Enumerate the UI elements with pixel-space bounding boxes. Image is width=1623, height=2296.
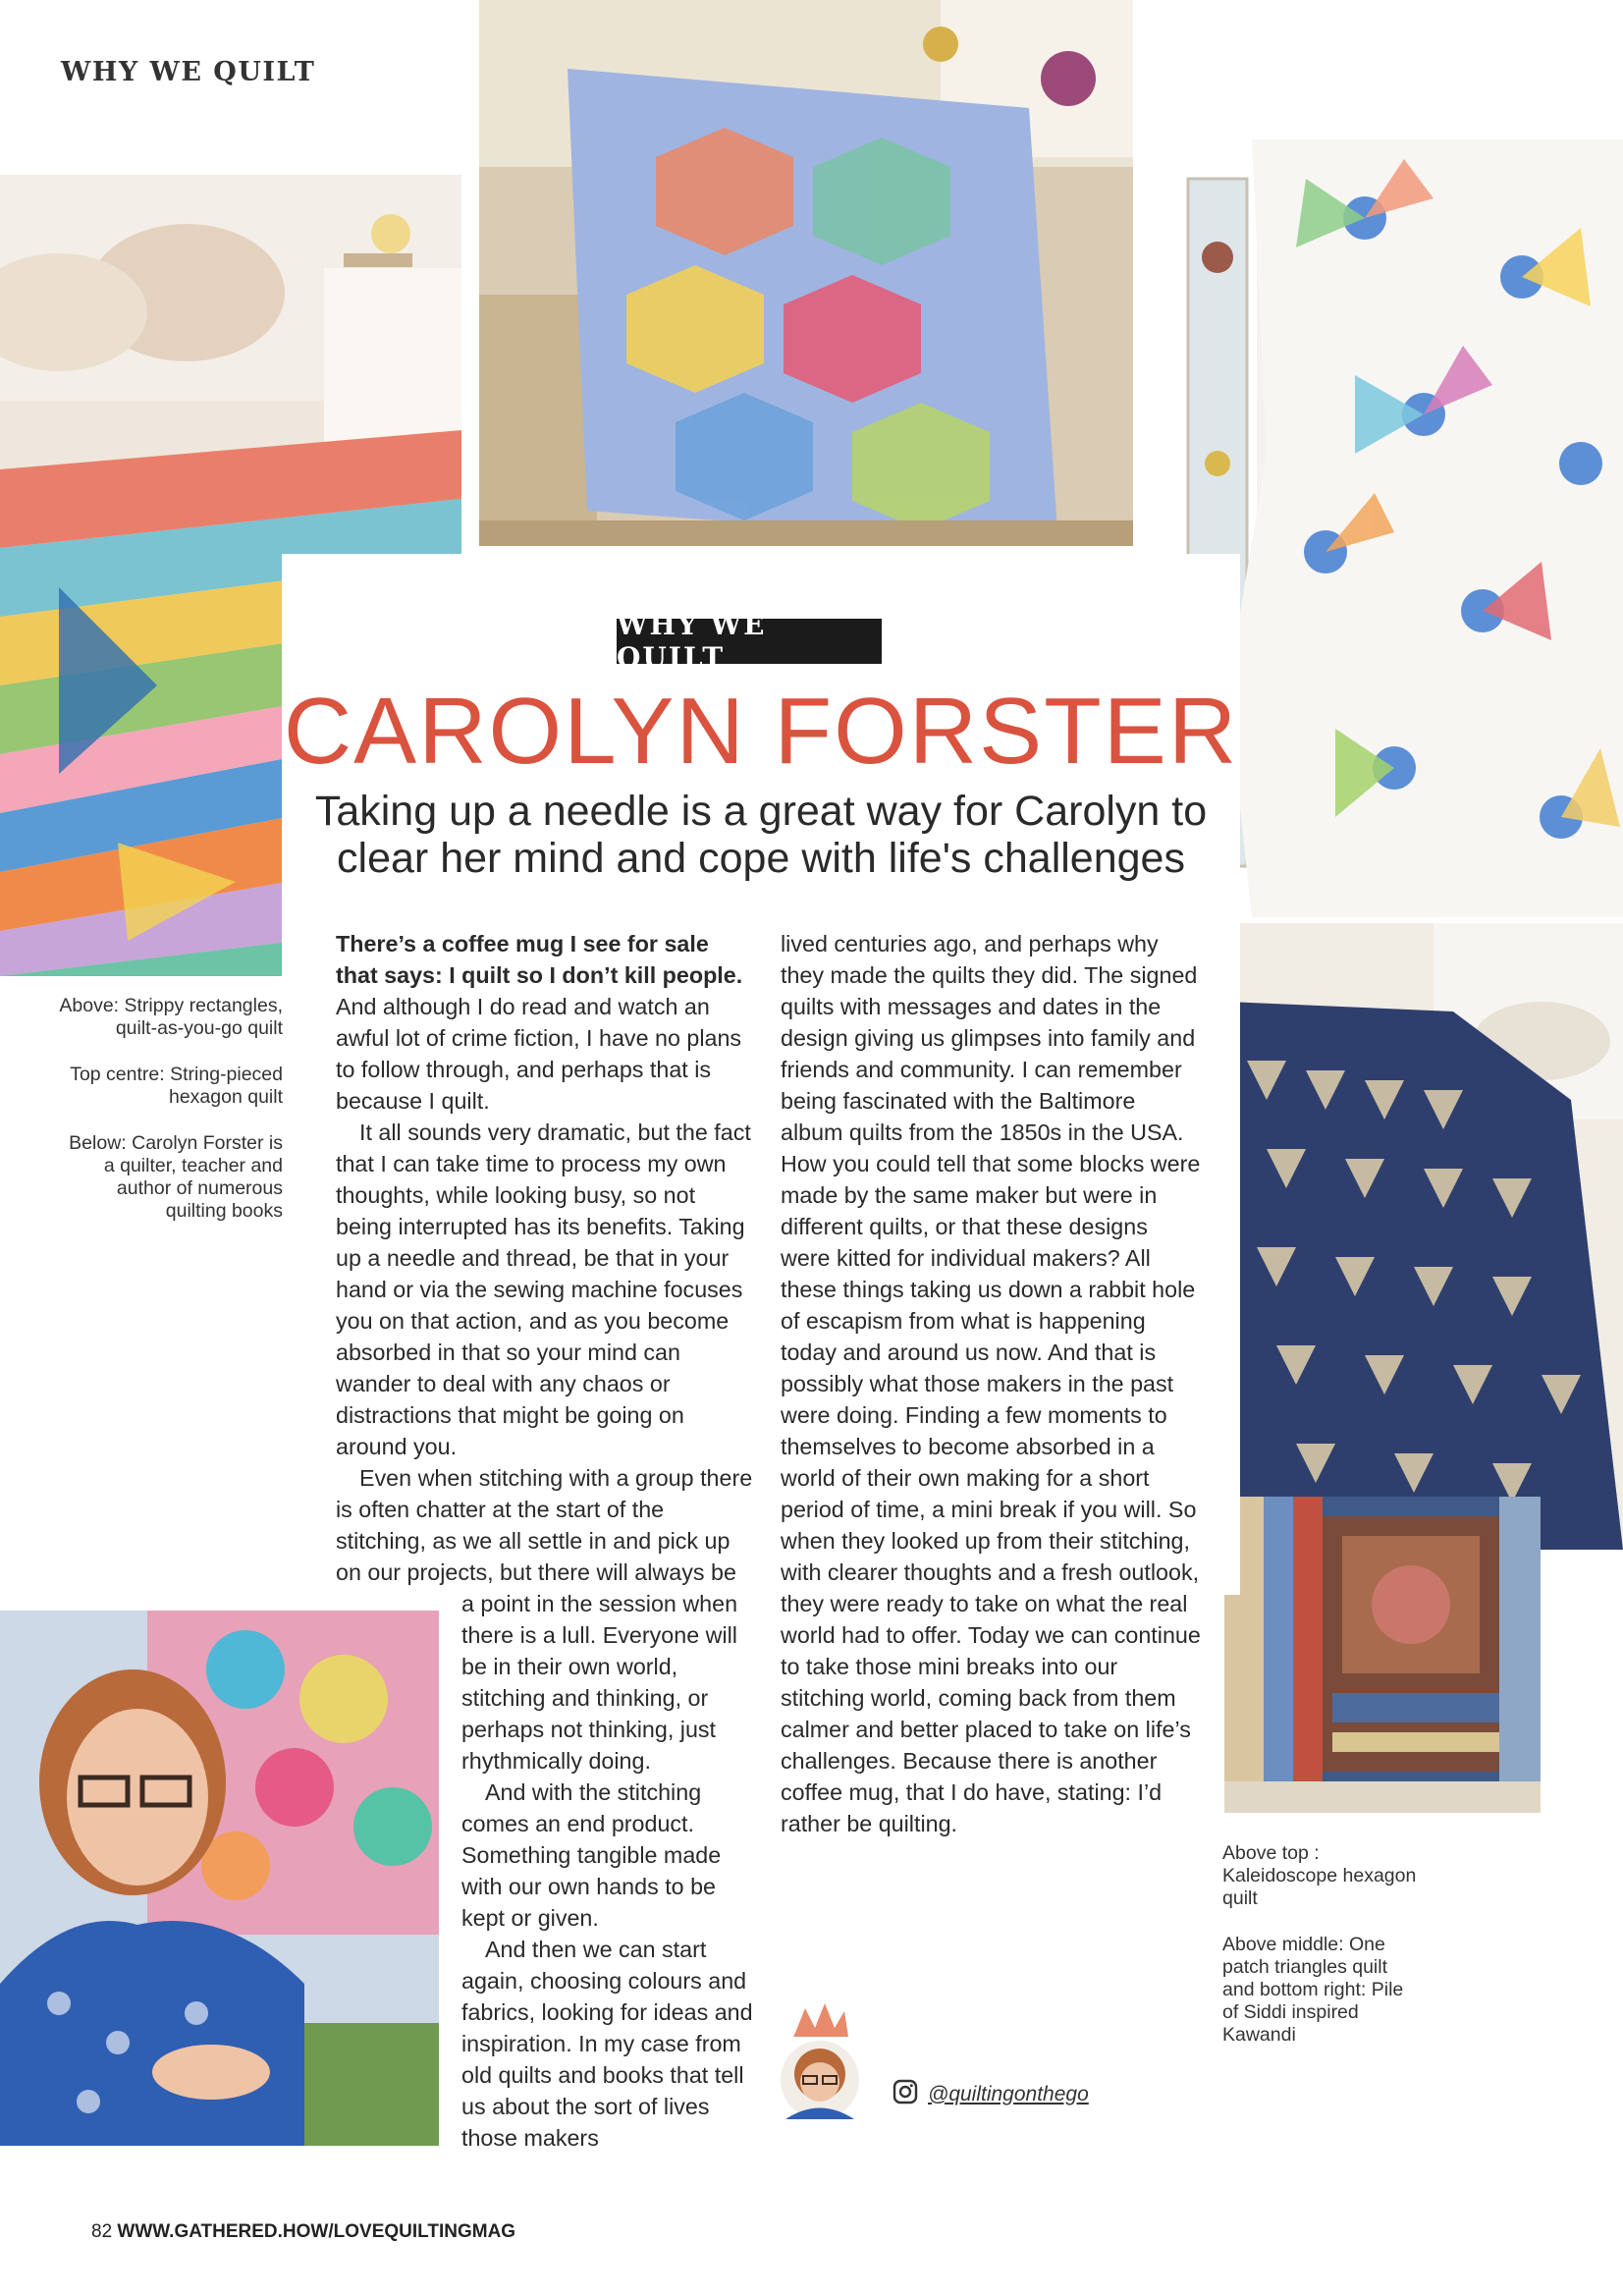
- captions-left: [59, 995, 283, 1246]
- photo-hexagon-quilt: [479, 0, 1133, 546]
- feature-badge: WHY WE QUILT: [617, 619, 882, 664]
- subtitle-line-1: Taking up a needle is a great way for Carolyn to: [314, 788, 1208, 835]
- page-number: 82: [91, 2221, 113, 2242]
- paragraph: [336, 928, 753, 1117]
- caption: Above: Strippy rectangles, quilt-as-you-go quilt: [59, 995, 283, 1039]
- photo-kawandi-quilts: [1224, 1497, 1541, 1813]
- article-column-1-continued: [461, 1588, 756, 2154]
- section-label: WHY WE QUILT: [61, 57, 316, 87]
- paragraph: Even when stitching with a group there is often chatter at the start of the stitching, as we all settle in and pick up on our projects, but there will always be: [336, 1465, 753, 1585]
- lead-sentence: There’s a coffee mug I see for sale that says: I quilt so I don’t kill people.: [336, 931, 743, 988]
- article-column-1: [336, 928, 753, 1588]
- caption: Above middle: One patch triangles quilt and bottom right: Pile of Siddi inspired Kawandi: [1222, 1934, 1404, 2046]
- page-footer: [91, 2221, 515, 2243]
- instagram-handle[interactable]: @quiltingonthego: [928, 2082, 1089, 2105]
- photo-carolyn-portrait: [0, 1611, 439, 2146]
- paragraph-text: And although I do read and watch an awful lot of crime fiction, I have no plans to follow through, and perhaps that is because I quilt.: [336, 994, 742, 1114]
- caption: Above top : Kaleidoscope hexagon quilt: [1222, 1842, 1417, 1909]
- social-link[interactable]: [893, 2079, 1089, 2109]
- captions-right: [1222, 1842, 1419, 2070]
- author-avatar: [776, 2003, 864, 2121]
- article-subtitle: [295, 788, 1227, 882]
- paragraph: And then we can start again, choosing colours and fabrics, looking for ideas and inspiration. In my case from old quilts and books that tell us about the sort of lives those makers: [461, 1937, 753, 2151]
- article-title: CAROLYN FORSTER: [283, 679, 1239, 784]
- paragraph: It all sounds very dramatic, but the fact that I can take time to process my own thoughts, while looking busy, so not being interrupted has its benefits. Taking up a needle and thread, be that in your hand or via the sewing machine focuses you on that action, and as you become absorbed in that so your mind can wander to deal with any chaos or distractions that might be going on around you.: [336, 1120, 751, 1459]
- caption: Top centre: String-pieced hexagon quilt: [70, 1064, 283, 1108]
- caption: Below: Carolyn Forster is a quilter, teacher and author of numerous quilting books: [69, 1132, 283, 1222]
- paragraph: a point in the session when there is a lull. Everyone will be in their own world, stitching and thinking, or perhaps not thinking, just rhythmically doing.: [461, 1591, 738, 1774]
- paragraph: lived centuries ago, and perhaps why they made the quilts they did. The signed quilts with messages and dates in the design giving us glimpses into family and friends and community. I can remember being fascinated with the Baltimore album quilts from the 1850s in the USA. How you could tell that some blocks were made by the same maker but were in different quilts, or that these designs were kitted for individual makers? All these things taking us down a rabbit hole of escapism from what is happening today and around us now. And that is possibly what those makers in the past were doing. Finding a few moments to themselves to become absorbed in a world of their own making for a short period of time, a mini break if you will. So when they looked up from their stitching, with clearer thoughts and a fresh outlook, they were ready to take on what the real world had to offer. Today we can continue to take those mini breaks into our stitching world, coming back from them calmer and better placed to take on life’s challenges. Because there is another coffee mug, that I do have, stating: I’d rather be quilting.: [781, 931, 1201, 1836]
- paragraph: And with the stitching comes an end product. Something tangible made with our own hands to be kept or given.: [461, 1779, 722, 1931]
- instagram-icon: [893, 2079, 918, 2109]
- subtitle-line-2: clear her mind and cope with life's challenges: [337, 835, 1185, 882]
- article-column-2: [781, 928, 1203, 1839]
- footer-url[interactable]: WWW.GATHERED.HOW/LOVEQUILTINGMAG: [117, 2221, 516, 2242]
